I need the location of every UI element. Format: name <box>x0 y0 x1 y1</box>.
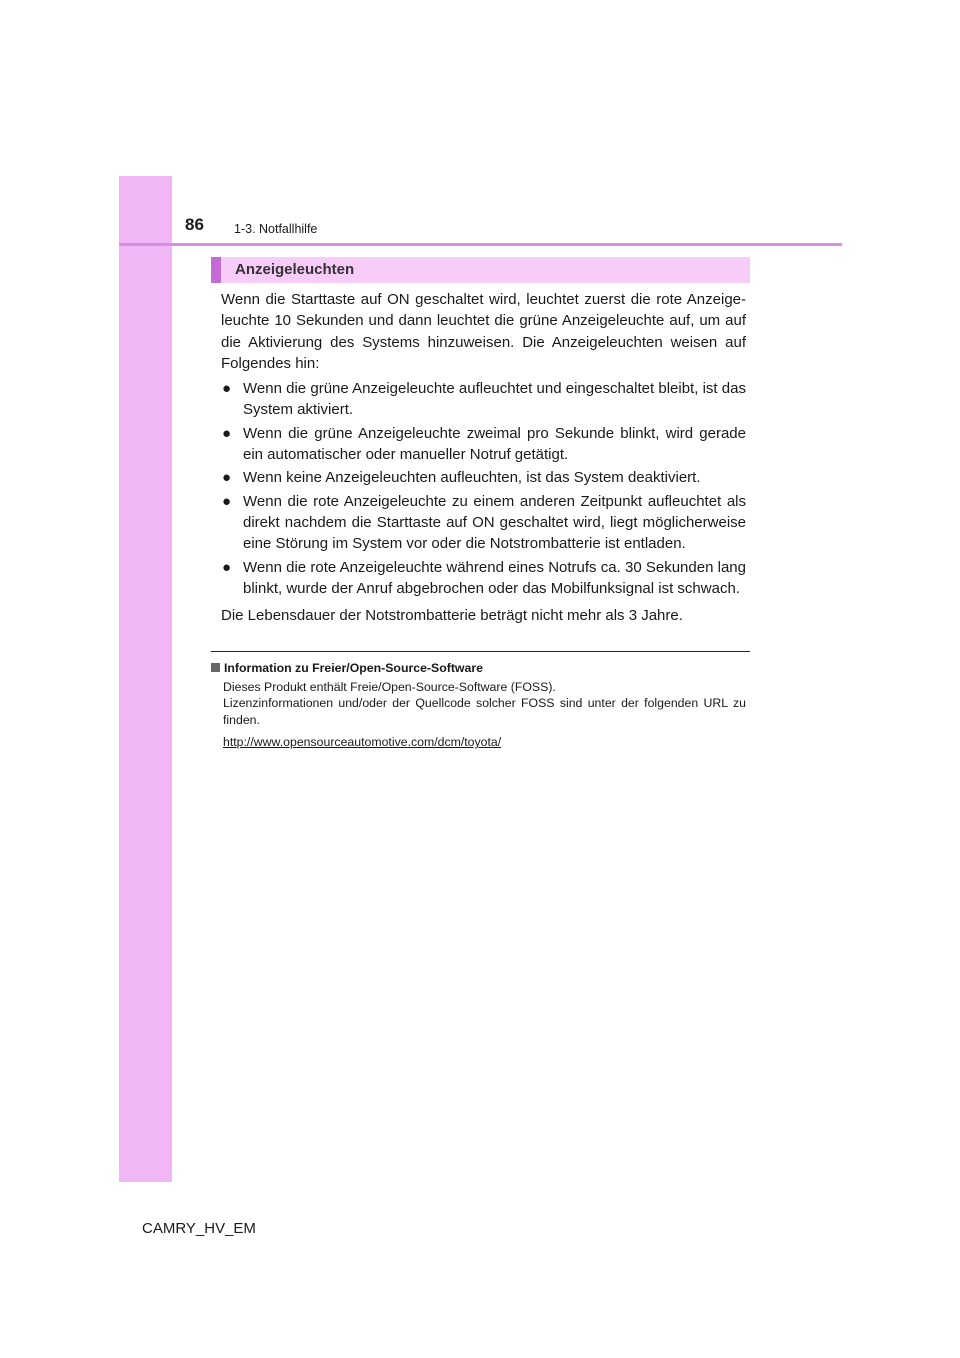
intro-paragraph: Wenn die Starttaste auf ON geschaltet wird, leuchtet zuerst die rote Anzeige-leuchte 10 Sekunden und dann leuchtet die grüne Anzeigeleuchte auf, um auf die Aktivierung des Systems hinzuweisen. Die Anzeigeleuchten weisen auf Folgendes hin: <box>221 291 746 372</box>
info-heading <box>211 660 746 677</box>
section-title: 1-3. Notfallhilfe <box>234 222 318 236</box>
bullet-text: Wenn die rote Anzeigeleuchte während eines Notrufs ca. 30 Sekunden lang blinkt, wurde der Anruf abgebrochen oder das Mobilfunksignal ist schwach. <box>243 558 746 597</box>
list-item <box>221 557 746 600</box>
info-link-row <box>211 734 746 751</box>
list-item <box>221 467 746 488</box>
document-code: CAMRY_HV_EM <box>142 1220 256 1237</box>
info-title: Information zu Freier/Open-Source-Software <box>224 661 483 675</box>
bullet-text: Wenn die rote Anzeigeleuchte zu einem anderen Zeitpunkt aufleuchtet als direkt nachdem die Starttaste auf ON geschaltet wird, liegt möglicherweise eine Störung im System vor oder die Notstrombatterie ist entladen. <box>243 492 746 553</box>
outro-paragraph: Die Lebensdauer der Notstrombatterie beträgt nicht mehr als 3 Jahre. <box>221 607 683 625</box>
bullet-list <box>221 378 746 599</box>
bullet-text: Wenn die grüne Anzeigeleuchte aufleuchtet und eingeschaltet bleibt, ist das System aktiviert. <box>243 380 746 419</box>
info-line: Dieses Produkt enthält Freie/Open-Source-Software (FOSS). <box>223 679 556 694</box>
bullet-icon: ● <box>222 469 232 487</box>
bullet-text: Wenn keine Anzeigeleuchten aufleuchten, ist das System deaktiviert. <box>243 469 701 487</box>
info-line: Lizenzinformationen und/oder der Quellcode solcher FOSS sind unter der folgenden URL zu finden. <box>223 696 746 727</box>
list-item <box>221 491 746 555</box>
header-rule <box>119 243 842 246</box>
bullet-icon: ● <box>222 558 232 576</box>
info-section <box>211 660 746 751</box>
bullet-icon: ● <box>222 492 232 510</box>
list-item <box>221 378 746 421</box>
square-bullet-icon <box>211 663 220 672</box>
page-number: 86 <box>185 215 204 234</box>
side-tab-bar <box>119 176 172 1182</box>
bullet-icon: ● <box>222 380 232 398</box>
divider <box>211 651 750 652</box>
foss-link[interactable]: http://www.opensourceautomotive.com/dcm/toyota/ <box>223 735 502 749</box>
section-banner <box>211 257 750 283</box>
list-item <box>221 423 746 466</box>
main-text <box>221 289 746 626</box>
bullet-text: Wenn die grüne Anzeigeleuchte zweimal pro Sekunde blinkt, wird gerade ein automatischer oder manueller Notruf getätigt. <box>243 424 746 464</box>
bullet-icon: ● <box>222 424 232 442</box>
banner-title: Anzeigeleuchten <box>235 261 355 278</box>
